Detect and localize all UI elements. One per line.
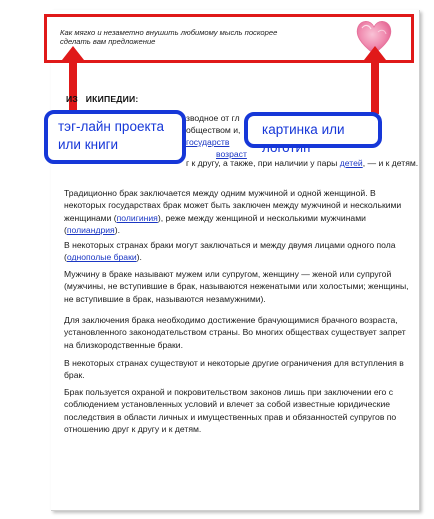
link-age[interactable]: возраст	[216, 149, 247, 159]
arrow-right-shaft	[371, 58, 379, 114]
paragraph-5: В некоторых странах существуют и некоторые другие ограничения для вступления в брак.	[64, 358, 404, 381]
paragraph-2: В некоторых странах браки могут заключаться и между двумя лицами одного пола (однополые браки).	[64, 240, 396, 263]
paragraph-1: Традиционно брак заключается между одним мужчиной и одной женщиной. В некоторых государствах брак может быть заключен между мужчиной и несколькими женщинами (полигиния), реже между женщиной и несколькими мужчинами (полиандрия).	[64, 188, 402, 236]
paragraph-4: Для заключения брака необходимо достижение брачующимися брачного возраста, установленного законодательством страны. Во многих обществах существует запрет на близкородственные браки.	[64, 315, 406, 350]
callout-logo: картинка или логотип	[244, 112, 382, 148]
intro-line-5: г к другу, а также, при наличии у пары детей, — и к детям.	[186, 158, 419, 168]
paragraph-3: Мужчину в браке называют мужем или супругом, женщину — женой или супругой (мужчины, не вступившие в брак, называются неженатыми или холостыми; женщины, не вступившие в брак, называются незамужними).	[64, 269, 409, 304]
link-state[interactable]: государств	[186, 137, 230, 147]
section-heading: ИЗ ИКИПЕДИИ:	[66, 94, 139, 104]
intro-fragment-3	[186, 136, 229, 148]
tagline-text: Как мягко и незаметно внушить любимому мысль поскорее сделать вам предложение	[60, 28, 278, 46]
intro-fragment-2: обществом и,	[186, 125, 241, 135]
link-polygyny[interactable]: полигиния	[116, 212, 158, 223]
link-children[interactable]: детей	[339, 158, 363, 168]
intro-fragment-1: зводное от гл	[186, 113, 240, 123]
callout-tagline: тэг-лайн проекта или книги	[44, 110, 186, 164]
link-polyandry[interactable]: полиандрия	[66, 225, 115, 236]
link-same-sex-marriage[interactable]: однополые браки	[66, 252, 137, 263]
paragraph-6: Брак пользуется охраной и покровительством законов лишь при заключении его с соблюдением установленных условий и влечет за собой известные юридические последствия в области личных и имущественных прав и обязанностей супругов по отношению друг к другу и к детям.	[64, 387, 397, 435]
